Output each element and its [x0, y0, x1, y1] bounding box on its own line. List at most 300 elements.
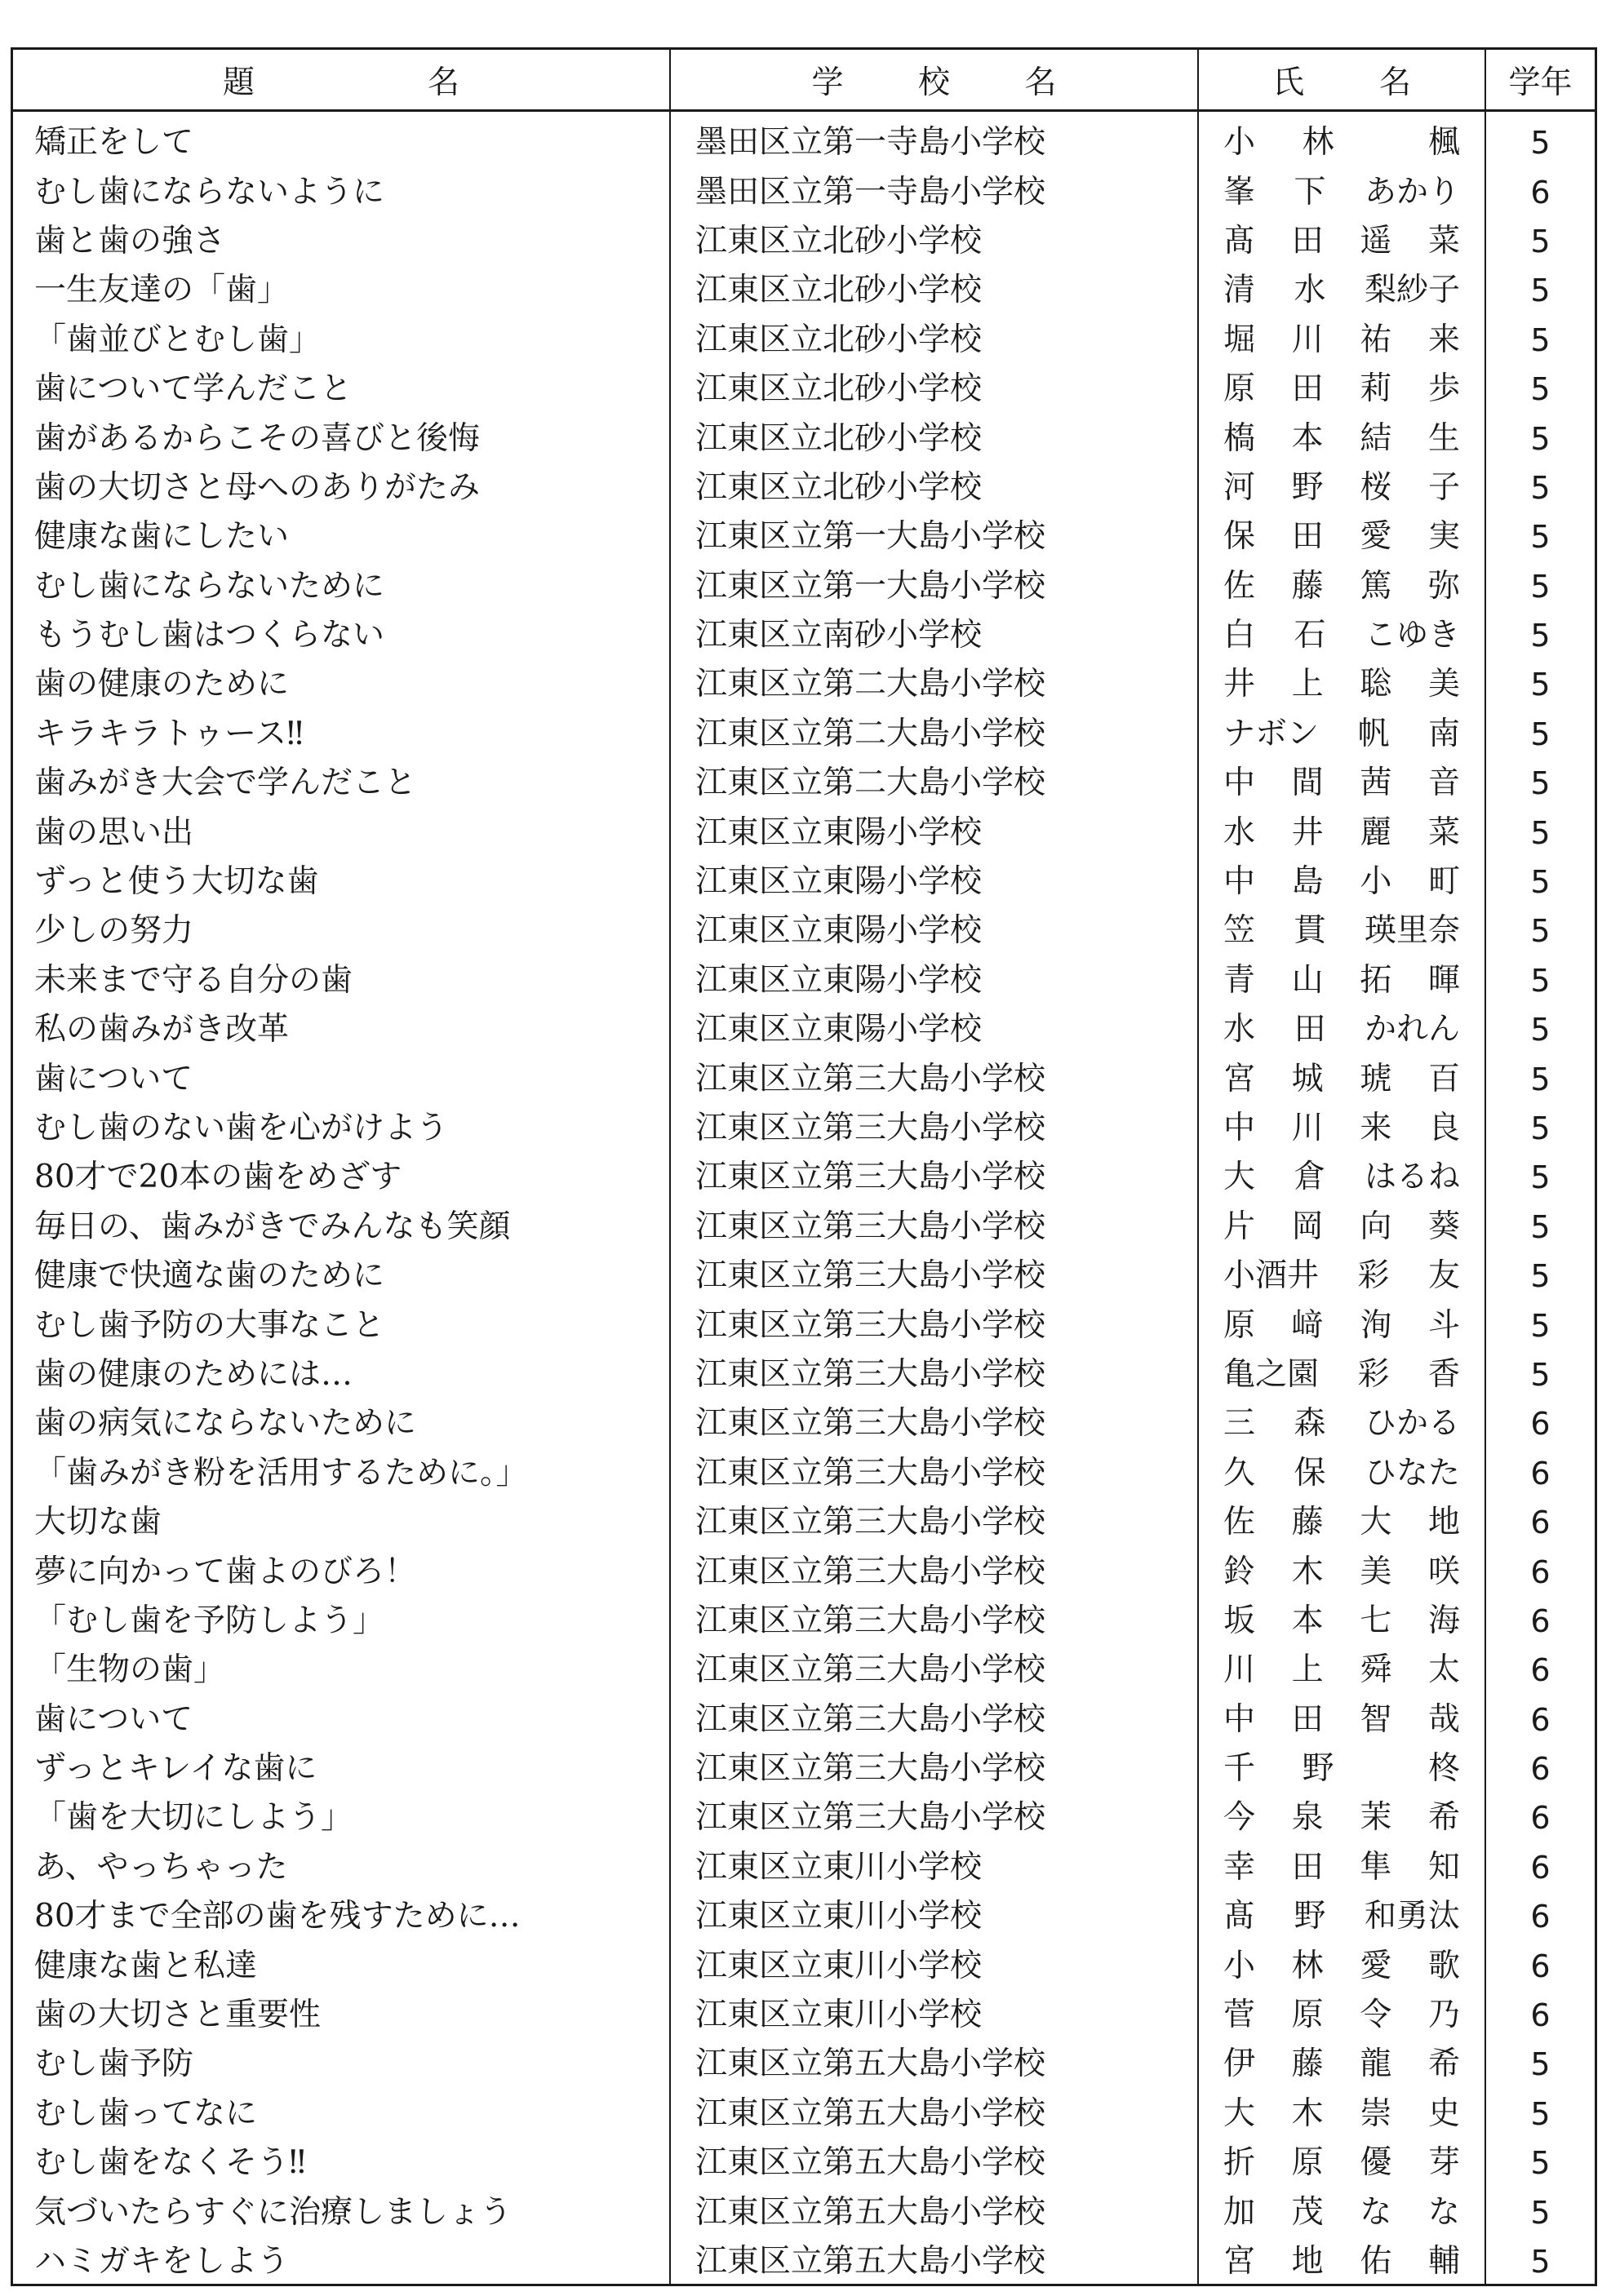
header-grade-label: 学年 — [1508, 64, 1573, 101]
essay-title-cell: ずっと使う大切な歯 — [13, 858, 670, 906]
table-row — [13, 2040, 1595, 2089]
student-name-part: 峯 — [1223, 173, 1256, 211]
table-row — [13, 1892, 1595, 1941]
student-name-part: 弥 — [1427, 567, 1460, 605]
table-row — [13, 1991, 1595, 2040]
student-name-part: 大 — [1360, 1504, 1392, 1541]
student-name-part: 原 — [1223, 1306, 1256, 1344]
student-name-part: 宮 — [1223, 2242, 1256, 2280]
student-name-cell — [1198, 1005, 1485, 1054]
student-name — [1223, 1744, 1460, 1793]
header-title — [13, 50, 670, 111]
table-row — [13, 1695, 1595, 1744]
student-name-cell — [1198, 2090, 1485, 2139]
grade-cell: 6 — [1530, 1849, 1551, 1886]
grade-cell: 5 — [1530, 1356, 1551, 1393]
student-name-cell — [1198, 167, 1485, 216]
student-name-cell — [1198, 1695, 1485, 1744]
school-name-cell: 江東区立第五大島小学校 — [670, 2040, 1198, 2089]
essay-title-cell: 矯正をして — [13, 111, 670, 168]
student-name-part: 遥 — [1360, 222, 1392, 259]
grade-cell: 5 — [1530, 2095, 1551, 2132]
table-row — [13, 2187, 1595, 2236]
student-name — [1223, 118, 1460, 167]
student-name-part: 島 — [1291, 863, 1324, 901]
grade-cell: 5 — [1530, 2145, 1551, 2182]
student-name-part: 清 — [1223, 272, 1256, 309]
grade-cell: 5 — [1530, 765, 1551, 802]
student-name-part: 結 — [1360, 419, 1392, 457]
student-name-part: 野 — [1302, 1750, 1334, 1788]
student-name-cell — [1198, 1104, 1485, 1153]
essay-title-cell: むし歯をなくそう‼ — [13, 2139, 670, 2187]
grade-cell: 5 — [1530, 618, 1551, 654]
table-row — [13, 1793, 1595, 1842]
essay-title-cell: 少しの努力 — [13, 906, 670, 955]
student-name-part: 槗 — [1223, 419, 1256, 457]
school-name-cell: 江東区立第五大島小学校 — [670, 2237, 1198, 2286]
student-name-part: 川 — [1291, 1110, 1324, 1146]
essay-title-cell: 歯の病気にならないために — [13, 1399, 670, 1448]
student-name-part: 小 — [1223, 1947, 1256, 1984]
student-name-part: 木 — [1291, 2094, 1324, 2132]
grade-cell: 5 — [1530, 1012, 1551, 1048]
student-name-part: 上 — [1291, 1651, 1324, 1689]
table-row — [13, 1005, 1595, 1054]
student-name-part: 舜 — [1360, 1651, 1392, 1689]
student-name-cell — [1198, 611, 1485, 660]
school-name-cell: 墨田区立第一寺島小学校 — [670, 111, 1198, 168]
student-name-part: 本 — [1291, 1602, 1324, 1639]
student-name-part: 知 — [1427, 1848, 1460, 1886]
table-row — [13, 2237, 1595, 2286]
student-name — [1223, 906, 1460, 955]
table-row — [13, 759, 1595, 808]
student-name-part: ひかる — [1364, 1405, 1460, 1443]
essay-title-cell: 「歯を大切にしよう」 — [13, 1793, 670, 1842]
student-name-part: 篤 — [1360, 567, 1392, 605]
student-name-part: 子 — [1427, 468, 1460, 506]
table-row — [13, 1646, 1595, 1695]
student-name-part: 間 — [1291, 765, 1324, 802]
table-row — [13, 1597, 1595, 1646]
grade-cell: 5 — [1530, 913, 1551, 950]
school-name-cell: 江東区立第三大島小学校 — [670, 1301, 1198, 1350]
essay-title-cell: 「歯並びとむし歯」 — [13, 316, 670, 365]
student-name-part: 本 — [1291, 419, 1324, 457]
student-name-cell — [1198, 1449, 1485, 1498]
table-row — [13, 1449, 1595, 1498]
student-name-cell — [1198, 1646, 1485, 1695]
student-name — [1223, 809, 1460, 858]
student-name-part: 実 — [1427, 518, 1460, 556]
student-name-part: 希 — [1427, 1799, 1460, 1837]
student-name-cell — [1198, 1350, 1485, 1399]
student-name-part: 折 — [1223, 2144, 1256, 2182]
header-name-char: 氏 — [1272, 64, 1305, 101]
grade-cell: 6 — [1530, 1554, 1551, 1590]
student-name-part: 中 — [1223, 765, 1256, 802]
student-name-cell — [1198, 266, 1485, 315]
student-name-part: 和勇汰 — [1364, 1898, 1460, 1935]
student-name-part: 太 — [1427, 1651, 1460, 1689]
student-name-part: 小酒井 — [1223, 1257, 1320, 1295]
student-name-part: 林 — [1291, 1947, 1324, 1984]
header-grade — [1485, 50, 1595, 111]
table-row — [13, 2139, 1595, 2187]
header-name — [1198, 50, 1485, 111]
student-name-part: 白 — [1223, 617, 1256, 654]
student-name — [1223, 1597, 1460, 1646]
table-row — [13, 1153, 1595, 1202]
student-name-cell — [1198, 2187, 1485, 2236]
grade-cell: 5 — [1530, 469, 1551, 506]
table-row — [13, 1301, 1595, 1350]
table-row — [13, 111, 1595, 168]
student-name-part: 咲 — [1427, 1553, 1460, 1590]
table-row — [13, 1252, 1595, 1301]
student-name-part: 田 — [1291, 370, 1324, 408]
student-name — [1223, 1695, 1460, 1744]
student-name-part: ナボン — [1223, 715, 1320, 752]
student-name-part: 青 — [1223, 961, 1256, 999]
student-name-part: 小 — [1223, 124, 1256, 162]
student-name-part: かれん — [1364, 1011, 1460, 1048]
school-name-cell: 江東区立第三大島小学校 — [670, 1793, 1198, 1842]
essay-title-cell: 80才まで全部の歯を残すために… — [13, 1892, 670, 1941]
school-name-cell: 江東区立東陽小学校 — [670, 956, 1198, 1005]
student-name — [1223, 2139, 1460, 2187]
student-name-part: 七 — [1360, 1602, 1392, 1639]
table-row — [13, 808, 1595, 857]
student-name-part: 水 — [1223, 1011, 1256, 1048]
student-name — [1223, 1104, 1460, 1153]
student-name-part: 保 — [1294, 1454, 1326, 1492]
table-row — [13, 710, 1595, 759]
table-row — [13, 611, 1595, 660]
student-name-part: 倉 — [1294, 1159, 1326, 1196]
student-name-cell — [1198, 562, 1485, 611]
student-name-cell — [1198, 1153, 1485, 1202]
table-row — [13, 316, 1595, 365]
school-name-cell: 江東区立第三大島小学校 — [670, 1547, 1198, 1596]
student-name — [1223, 1399, 1460, 1448]
student-name-cell — [1198, 463, 1485, 512]
student-name-cell — [1198, 1793, 1485, 1842]
student-name-part: 田 — [1294, 1011, 1326, 1048]
student-name-part: 乃 — [1427, 1997, 1460, 2034]
grade-cell: 5 — [1530, 519, 1551, 556]
student-name-part: 歌 — [1427, 1947, 1460, 1984]
grade-cell: 5 — [1530, 716, 1551, 752]
student-name-part: 優 — [1360, 2144, 1392, 2182]
table-row — [13, 266, 1595, 315]
student-name-part: 木 — [1291, 1553, 1324, 1590]
school-name-cell: 江東区立第三大島小学校 — [670, 1350, 1198, 1399]
essay-title-cell: 「歯みがき粉を活用するために。」 — [13, 1449, 670, 1498]
student-name-part: 愛 — [1360, 1947, 1392, 1984]
student-name-part: こゆき — [1364, 617, 1460, 654]
table-row — [13, 1203, 1595, 1252]
grade-cell: 5 — [1530, 273, 1551, 309]
student-name-part: 香 — [1427, 1355, 1460, 1393]
student-name — [1223, 858, 1460, 906]
student-name — [1223, 1449, 1460, 1498]
school-name-cell: 江東区立第三大島小学校 — [670, 1104, 1198, 1153]
student-name — [1223, 1793, 1460, 1842]
school-name-cell: 墨田区立第一寺島小学校 — [670, 167, 1198, 216]
table-body — [13, 111, 1595, 2287]
student-name — [1223, 266, 1460, 315]
student-name-cell — [1198, 710, 1485, 759]
student-name-cell — [1198, 414, 1485, 463]
student-name — [1223, 1498, 1460, 1547]
essay-title-cell: 歯について — [13, 1695, 670, 1744]
student-name-part: 来 — [1360, 1110, 1392, 1146]
student-name-part: 祐 — [1360, 321, 1392, 358]
student-name-part: 町 — [1427, 863, 1460, 901]
header-school-char: 名 — [1024, 64, 1057, 101]
student-name-part: 片 — [1223, 1208, 1256, 1245]
student-name-part: 友 — [1427, 1257, 1460, 1295]
header-title-char: 名 — [427, 64, 459, 101]
header-school-char: 学 — [811, 64, 844, 101]
grade-cell: 6 — [1530, 1800, 1551, 1837]
essay-title-cell: 歯みがき大会で学んだこと — [13, 759, 670, 808]
student-name-part: 田 — [1291, 222, 1324, 259]
school-name-cell: 江東区立東川小学校 — [670, 1941, 1198, 1990]
student-name-cell — [1198, 2040, 1485, 2089]
student-name-part: 音 — [1427, 765, 1460, 802]
student-name-part: 洵 — [1360, 1306, 1392, 1344]
student-name-part: 亀之園 — [1223, 1355, 1320, 1393]
student-name-cell — [1198, 316, 1485, 365]
student-name-part: 川 — [1223, 1651, 1256, 1689]
grade-cell: 6 — [1530, 1701, 1551, 1738]
grade-cell: 5 — [1530, 962, 1551, 999]
essay-title-cell: もうむし歯はつくらない — [13, 611, 670, 660]
student-name-part: 菜 — [1427, 813, 1460, 851]
student-name-part: 彩 — [1357, 1257, 1390, 1295]
student-name — [1223, 414, 1460, 463]
student-name-part: 田 — [1291, 1848, 1324, 1886]
student-name-part: 水 — [1223, 813, 1256, 851]
student-name — [1223, 1153, 1460, 1202]
essay-title-cell: むし歯にならないために — [13, 562, 670, 611]
student-name-cell — [1198, 2139, 1485, 2187]
student-name-part: 茜 — [1360, 765, 1392, 802]
student-name-part: 泉 — [1291, 1799, 1324, 1837]
student-name-part: 龍 — [1360, 2046, 1392, 2083]
essay-title-cell: ずっとキレイな歯に — [13, 1744, 670, 1793]
student-name-cell — [1198, 759, 1485, 808]
student-name-part: 良 — [1427, 1110, 1460, 1146]
student-name-part: 希 — [1427, 2046, 1460, 2083]
grade-cell: 5 — [1530, 568, 1551, 605]
grade-cell: 6 — [1530, 1948, 1551, 1984]
student-name-cell — [1198, 2237, 1485, 2286]
student-name-part: 野 — [1291, 468, 1324, 506]
award-list-table — [13, 50, 1595, 2286]
essay-title-cell: 夢に向かって歯よのびろ！ — [13, 1547, 670, 1596]
school-name-cell: 江東区立第三大島小学校 — [670, 1646, 1198, 1695]
school-name-cell: 江東区立第二大島小学校 — [670, 710, 1198, 759]
student-name-part: 加 — [1223, 2193, 1256, 2231]
student-name — [1223, 710, 1460, 759]
student-name-part: 輔 — [1427, 2242, 1460, 2280]
student-name — [1223, 1055, 1460, 1104]
student-name — [1223, 1350, 1460, 1399]
table-header — [13, 50, 1595, 111]
header-name-char: 名 — [1378, 64, 1411, 101]
essay-title-cell: 「生物の歯」 — [13, 1646, 670, 1695]
student-name-cell — [1198, 1744, 1485, 1793]
student-name-part: 歩 — [1427, 370, 1460, 408]
grade-cell: 6 — [1530, 1997, 1551, 2034]
school-name-cell: 江東区立第三大島小学校 — [670, 1449, 1198, 1498]
grade-cell: 5 — [1530, 1159, 1551, 1196]
student-name-cell — [1198, 1892, 1485, 1941]
essay-title-cell: 「むし歯を予防しよう」 — [13, 1597, 670, 1646]
school-name-cell: 江東区立第二大島小学校 — [670, 759, 1198, 808]
student-name-part: 林 — [1302, 124, 1334, 162]
school-name-cell: 江東区立第三大島小学校 — [670, 1695, 1198, 1744]
student-name — [1223, 168, 1460, 217]
student-name — [1223, 2040, 1460, 2089]
grade-cell: 5 — [1530, 2243, 1551, 2280]
student-name — [1223, 660, 1460, 709]
essay-title-cell: 歯と歯の強さ — [13, 217, 670, 266]
student-name — [1223, 1301, 1460, 1350]
student-name-part: 田 — [1291, 1700, 1324, 1738]
student-name-part: 幸 — [1223, 1848, 1256, 1886]
student-name-part: な — [1360, 2193, 1392, 2231]
student-name-part: ひなた — [1364, 1454, 1460, 1492]
student-name-cell — [1198, 906, 1485, 955]
student-name-part: 笠 — [1223, 912, 1256, 950]
student-name-part: 佐 — [1223, 1504, 1256, 1541]
essay-title-cell: むし歯予防 — [13, 2040, 670, 2089]
student-name — [1223, 1843, 1460, 1892]
student-name-part: 大 — [1223, 2094, 1256, 2132]
student-name-part: 令 — [1360, 1997, 1392, 2034]
grade-cell: 5 — [1530, 1208, 1551, 1245]
student-name — [1223, 1892, 1460, 1941]
student-name-cell — [1198, 365, 1485, 414]
student-name-part: 岡 — [1291, 1208, 1324, 1245]
student-name-part: 宮 — [1223, 1060, 1256, 1097]
student-name-part: 莉 — [1360, 370, 1392, 408]
student-name-part: あかり — [1364, 173, 1460, 211]
student-name-part: 地 — [1427, 1504, 1460, 1541]
student-name-part: 久 — [1223, 1454, 1256, 1492]
essay-title-cell: 歯の大切さと母へのありがたみ — [13, 463, 670, 512]
student-name-part: 彩 — [1357, 1355, 1390, 1393]
student-name-part: 菜 — [1427, 222, 1460, 259]
grade-cell: 5 — [1530, 864, 1551, 901]
student-name-part: 中 — [1223, 863, 1256, 901]
student-name-part: な — [1427, 2193, 1460, 2231]
school-name-cell: 江東区立第五大島小学校 — [670, 2187, 1198, 2236]
student-name-part: 下 — [1294, 173, 1326, 211]
student-name-part: 美 — [1427, 666, 1460, 703]
school-name-cell: 江東区立南砂小学校 — [670, 611, 1198, 660]
student-name — [1223, 1252, 1460, 1301]
student-name-cell — [1198, 956, 1485, 1005]
essay-title-cell: ハミガキをしよう — [13, 2237, 670, 2286]
student-name-part: 崇 — [1360, 2094, 1392, 2132]
student-name-part: 茉 — [1360, 1799, 1392, 1837]
school-name-cell: 江東区立第五大島小学校 — [670, 2090, 1198, 2139]
essay-title-cell: あ、やっちゃった — [13, 1843, 670, 1892]
student-name-part: 桜 — [1360, 468, 1392, 506]
grade-cell: 5 — [1530, 223, 1551, 259]
essay-title-cell: むし歯ってなに — [13, 2090, 670, 2139]
student-name-part: 石 — [1294, 617, 1326, 654]
table-row — [13, 1104, 1595, 1153]
grade-cell: 5 — [1530, 2046, 1551, 2083]
student-name-part: 井 — [1291, 813, 1324, 851]
student-name-part: 楓 — [1427, 124, 1460, 162]
essay-title-cell: キラキラトゥース‼ — [13, 710, 670, 759]
grade-cell: 6 — [1530, 1406, 1551, 1443]
grade-cell: 6 — [1530, 174, 1551, 211]
student-name-cell — [1198, 1597, 1485, 1646]
student-name-part: 芽 — [1427, 2144, 1460, 2182]
table-row — [13, 1547, 1595, 1596]
student-name — [1223, 2237, 1460, 2286]
school-name-cell: 江東区立東陽小学校 — [670, 1005, 1198, 1054]
school-name-cell: 江東区立第三大島小学校 — [670, 1399, 1198, 1448]
student-name-part: 中 — [1223, 1110, 1256, 1146]
essay-title-cell: 歯の大切さと重要性 — [13, 1991, 670, 2040]
essay-title-cell: 大切な歯 — [13, 1498, 670, 1547]
essay-title-cell: 毎日の、歯みがきでみんなも笑顔 — [13, 1203, 670, 1252]
student-name-cell — [1198, 660, 1485, 709]
student-name-part: 小 — [1360, 863, 1392, 901]
grade-cell: 5 — [1530, 1258, 1551, 1295]
essay-title-cell: 気づいたらすぐに治療しましょう — [13, 2187, 670, 2236]
student-name-part: 田 — [1291, 518, 1324, 556]
essay-title-cell: 80才で20本の歯をめざす — [13, 1153, 670, 1202]
student-name-part: 井 — [1223, 666, 1256, 703]
student-name-part: 佑 — [1360, 2242, 1392, 2280]
header-school — [670, 50, 1198, 111]
student-name — [1223, 562, 1460, 611]
table-row — [13, 562, 1595, 611]
school-name-cell: 江東区立第三大島小学校 — [670, 1203, 1198, 1252]
student-name-part: 大 — [1223, 1159, 1256, 1196]
student-name-cell — [1198, 1203, 1485, 1252]
student-name-part: 千 — [1223, 1750, 1256, 1788]
grade-cell: 5 — [1530, 420, 1551, 457]
student-name-part: 保 — [1223, 518, 1256, 556]
school-name-cell: 江東区立東川小学校 — [670, 1843, 1198, 1892]
student-name-cell — [1198, 1399, 1485, 1448]
school-name-cell: 江東区立第三大島小学校 — [670, 1153, 1198, 1202]
student-name — [1223, 463, 1460, 512]
student-name-part: 哉 — [1427, 1700, 1460, 1738]
award-list-table-frame — [11, 47, 1597, 2286]
essay-title-cell: 健康な歯にしたい — [13, 512, 670, 561]
student-name — [1223, 1991, 1460, 2040]
essay-title-cell: 歯の健康のために — [13, 660, 670, 709]
essay-title-cell: 一生友達の「歯」 — [13, 266, 670, 315]
student-name — [1223, 1646, 1460, 1695]
grade-cell: 5 — [1530, 371, 1551, 408]
student-name-part: はるね — [1364, 1159, 1460, 1196]
table-row — [13, 1941, 1595, 1990]
